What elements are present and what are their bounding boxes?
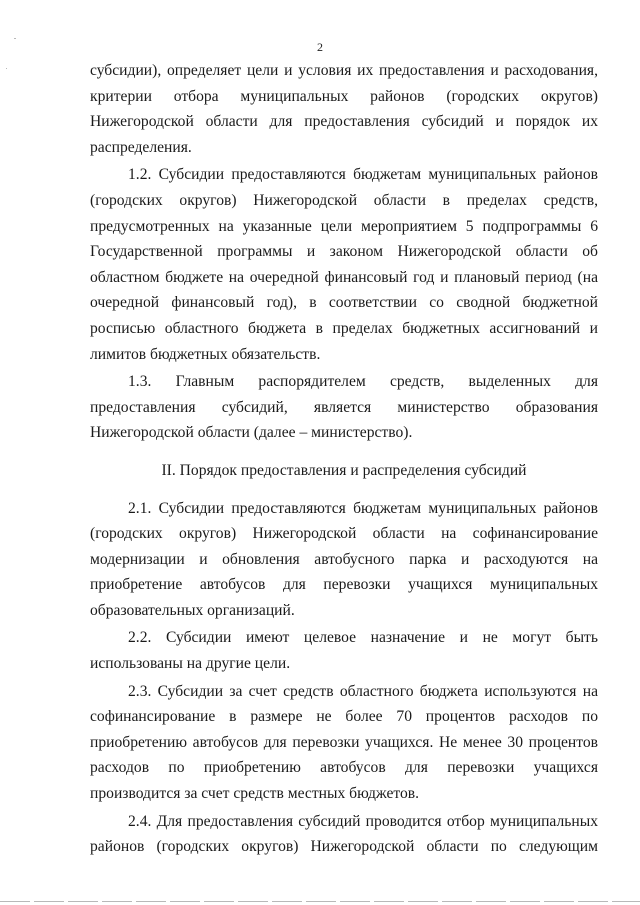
paragraph-2-4: 2.4. Для предоставления субсидий проводится отбор муниципальных районов (городских округов) Нижегородской области по следующим — [90, 812, 598, 856]
scan-artifact — [14, 38, 16, 39]
paragraph-continuation: субсидии), определяет цели и условия их предоставления и расходования, критерии отбора муниципальных районов (городских округов) Нижегородской области для предоставления субсидий и порядок их распределения. — [90, 62, 598, 156]
paragraph-1-2: 1.2. Субсидии предоставляются бюджетам муниципальных районов (городских округов) Нижегородской области в пределах средств, предусмотренных на указанные цели мероприятием 5 подпрограммы 6 Государственной программы и законом Нижегородской области об областном бюджете на очередной финансовый год и плановый период (на очередной финансовый год), в соответствии со сводной бюджетной росписью областного бюджета в пределах бюджетных ассигнований и лимитов бюджетных обязательств. — [90, 166, 598, 363]
paragraph-2-1: 2.1. Субсидии предоставляются бюджетам муниципальных районов (городских округов) Нижегородской области на софинансирование модернизации и обновления автобусного парка и расходуются на приобретение автобусов для перевозки учащихся муниципальных образовательных организаций. — [90, 499, 598, 619]
page-bottom-edge — [0, 901, 640, 902]
paragraph-2-2: 2.2. Субсидии имеют целевое назначение и не могут быть использованы на другие цели. — [90, 629, 598, 673]
document-body — [90, 58, 598, 862]
paragraph-1-3: 1.3. Главным распорядителем средств, выделенных для предоставления субсидий, является министерство образования Нижегородской области (далее – министерство). — [90, 373, 598, 442]
paragraph-2-3: 2.3. Субсидии за счет средств областного бюджета используются на софинансирование в размере не более 70 процентов расходов по приобретению автобусов для перевозки учащихся. Не менее 30 процентов расходов по приобретению автобусов для перевозки учащихся производится за счет средств местных бюджетов. — [90, 682, 598, 803]
scan-artifact — [6, 68, 7, 69]
page-number: 2 — [317, 40, 323, 54]
section-heading: II. Порядок предоставления и распределения субсидий — [161, 461, 527, 479]
